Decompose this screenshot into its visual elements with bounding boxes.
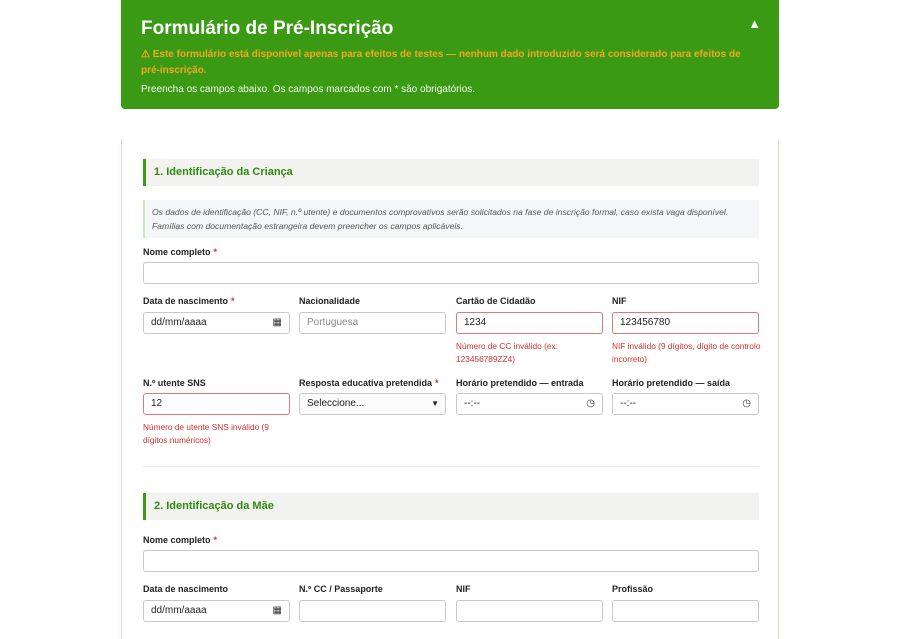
mother-name-input[interactable] bbox=[143, 550, 759, 572]
mother-cc-label: N.º CC / Passaporte bbox=[299, 584, 383, 594]
mother-cc-input[interactable] bbox=[299, 600, 446, 622]
child-name-input[interactable] bbox=[143, 262, 759, 284]
test-warning: ⚠ Este formulário está disponível apenas para efeitos de testes — nenhum dado introduzido será considerado para efeitos de pré-inscrição. bbox=[141, 49, 741, 76]
form-intro: Preencha os campos abaixo. Os campos marcados com * são obrigatórios. bbox=[141, 84, 476, 95]
nationality-label: Nacionalidade bbox=[299, 296, 361, 306]
sns-label: N.º utente SNS bbox=[143, 378, 206, 388]
education-response-select[interactable]: Seleccione... ▼ bbox=[299, 393, 446, 415]
education-response-label: Resposta educativa pretendida * bbox=[299, 378, 439, 388]
section-mother-identification: 2. Identificação da Mãe bbox=[143, 493, 759, 520]
section-child-identification: 1. Identificação da Criança bbox=[143, 159, 759, 186]
child-name-label: Nome completo * bbox=[143, 247, 218, 257]
child-birthdate-label: Data de nascimento * bbox=[143, 296, 235, 306]
sns-input[interactable]: 12 bbox=[143, 393, 290, 415]
collapse-toggle-icon[interactable]: ▲ bbox=[748, 16, 761, 31]
mother-birthdate-label: Data de nascimento bbox=[143, 584, 229, 594]
cc-input[interactable]: 1234 bbox=[456, 312, 603, 334]
nif-error: NIF inválido (9 dígitos, dígito de controlo incorreto) bbox=[612, 341, 761, 364]
mother-profession-input[interactable] bbox=[612, 600, 759, 622]
section-note: Os dados de identificação (CC, NIF, n.º utente) e documentos comprovativos serão solicitados na fase de inscrição formal, caso exista vaga disponível. Famílias com documentação estrangeira devem preencher os campos aplicáveis. bbox=[143, 200, 759, 238]
cc-label: Cartão de Cidadão bbox=[456, 296, 536, 306]
mother-birthdate-input[interactable]: dd/mm/aaaa ▦ bbox=[143, 600, 290, 622]
calendar-icon[interactable]: ▦ bbox=[272, 605, 282, 616]
nif-input[interactable]: 123456780 bbox=[612, 312, 759, 334]
mother-nif-input[interactable] bbox=[456, 600, 603, 622]
chevron-down-icon: ▼ bbox=[431, 399, 439, 408]
entry-time-label: Horário pretendido — entrada bbox=[456, 378, 584, 388]
clock-icon[interactable]: ◷ bbox=[742, 398, 751, 409]
nationality-input[interactable]: Portuguesa bbox=[299, 312, 446, 334]
sns-error: Número de utente SNS inválido (9 dígitos numéricos) bbox=[143, 422, 269, 445]
exit-time-label: Horário pretendido — saída bbox=[612, 378, 731, 388]
cc-error: Número de CC inválido (ex: 123456789ZZ4) bbox=[456, 341, 558, 364]
page-title: Formulário de Pré-Inscrição bbox=[141, 18, 394, 39]
mother-name-label: Nome completo * bbox=[143, 535, 218, 545]
exit-time-input[interactable]: --:-- ◷ bbox=[612, 393, 759, 415]
mother-nif-label: NIF bbox=[456, 584, 471, 594]
nif-label: NIF bbox=[612, 296, 627, 306]
mother-profession-label: Profissão bbox=[612, 584, 654, 594]
form-body bbox=[121, 139, 779, 639]
child-birthdate-input[interactable]: dd/mm/aaaa ▦ bbox=[143, 312, 290, 334]
section-divider bbox=[143, 466, 759, 467]
form-header bbox=[121, 0, 779, 109]
clock-icon[interactable]: ◷ bbox=[586, 398, 595, 409]
entry-time-input[interactable]: --:-- ◷ bbox=[456, 393, 603, 415]
calendar-icon[interactable]: ▦ bbox=[272, 317, 282, 328]
